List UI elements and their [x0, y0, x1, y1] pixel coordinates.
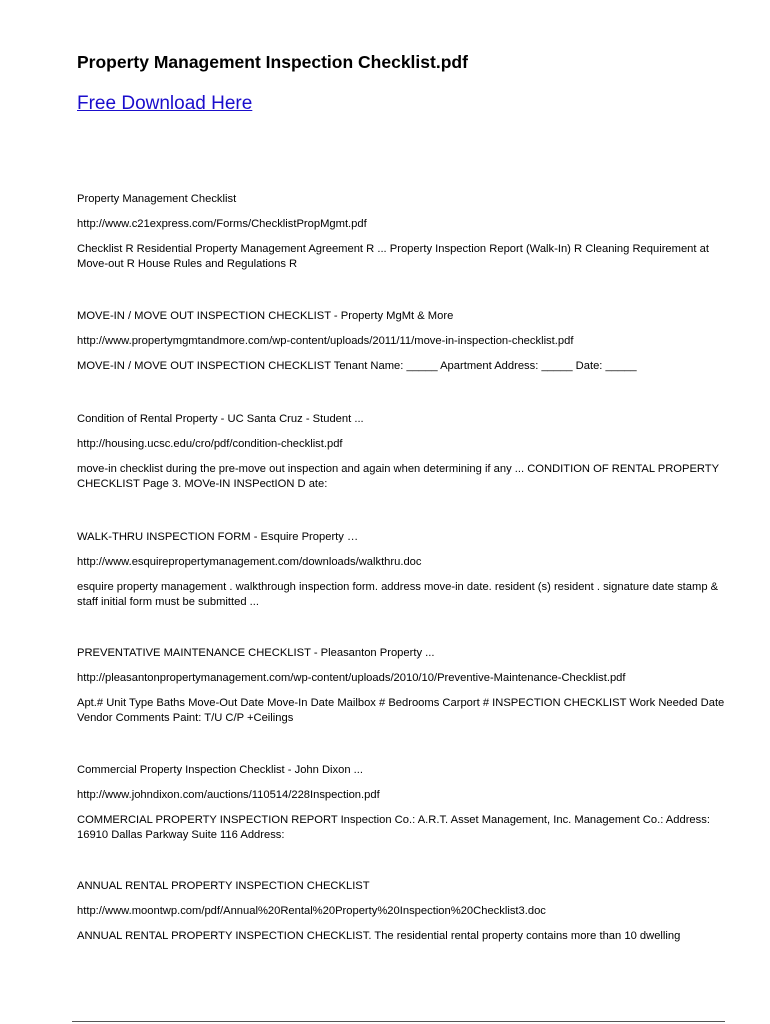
result-snippet: move-in checklist during the pre-move out inspection and again when determining if any ... CONDITION OF RENTAL PROPERTY CHECKLIST Page 3. MOVe-IN INSPectION D ate:: [77, 463, 719, 490]
result-snippet: Apt.# Unit Type Baths Move-Out Date Move-In Date Mailbox # Bedrooms Carport # INSPECTION CHECKLIST Work Needed Date Vendor Comments Paint: T/U C/P +Ceilings: [77, 697, 725, 724]
search-result: [77, 530, 737, 610]
search-result: [77, 646, 737, 726]
result-title: PREVENTATIVE MAINTENANCE CHECKLIST - Pleasanton Property ...: [77, 647, 435, 659]
result-url: http://housing.ucsc.edu/cro/pdf/condition-checklist.pdf: [77, 438, 343, 450]
result-title: Property Management Checklist: [77, 193, 237, 205]
result-title: MOVE-IN / MOVE OUT INSPECTION CHECKLIST - Property MgMt & More: [77, 310, 454, 322]
search-result: [77, 309, 737, 374]
result-snippet: esquire property management . walkthrough inspection form. address move-in date. resident (s) resident . signature date stamp & staff initial form must be submitted ...: [77, 581, 719, 608]
result-url: http://www.c21express.com/Forms/ChecklistPropMgmt.pdf: [77, 218, 367, 230]
result-title: ANNUAL RENTAL PROPERTY INSPECTION CHECKLIST: [77, 880, 370, 892]
result-url: http://www.propertymgmtandmore.com/wp-content/uploads/2011/11/move-in-inspection-checklist.pdf: [77, 335, 574, 347]
search-result: [77, 879, 737, 944]
result-snippet: MOVE-IN / MOVE OUT INSPECTION CHECKLIST Tenant Name: _____ Apartment Address: _____ Date: _____: [77, 360, 637, 372]
search-result: [77, 192, 737, 272]
footer-divider: [72, 1021, 725, 1022]
result-url: http://www.moontwp.com/pdf/Annual%20Rental%20Property%20Inspection%20Checklist3.doc: [77, 905, 546, 917]
result-snippet: Checklist R Residential Property Management Agreement R ... Property Inspection Report (Walk-In) R Cleaning Requirement at Move-out R House Rules and Regulations R: [77, 243, 709, 270]
result-title: Commercial Property Inspection Checklist - John Dixon ...: [77, 764, 364, 776]
search-result: [77, 763, 737, 843]
free-download-link[interactable]: Free Download Here: [77, 93, 253, 114]
result-title: Condition of Rental Property - UC Santa Cruz - Student ...: [77, 413, 364, 425]
result-snippet: COMMERCIAL PROPERTY INSPECTION REPORT Inspection Co.: A.R.T. Asset Management, Inc. Management Co.: Address: 16910 Dallas Parkway Suite 116 Address:: [77, 814, 710, 841]
result-snippet: ANNUAL RENTAL PROPERTY INSPECTION CHECKLIST. The residential rental property contains more than 10 dwelling: [77, 930, 681, 942]
document-title: Property Management Inspection Checklist.pdf: [77, 52, 468, 72]
search-result: [77, 412, 737, 492]
result-url: http://pleasantonpropertymanagement.com/wp-content/uploads/2010/10/Preventive-Maintenance-Checklist.pdf: [77, 672, 626, 684]
result-url: http://www.esquirepropertymanagement.com/downloads/walkthru.doc: [77, 556, 422, 568]
result-url: http://www.johndixon.com/auctions/110514/228Inspection.pdf: [77, 789, 380, 801]
result-title: WALK-THRU INSPECTION FORM - Esquire Property …: [77, 531, 359, 543]
